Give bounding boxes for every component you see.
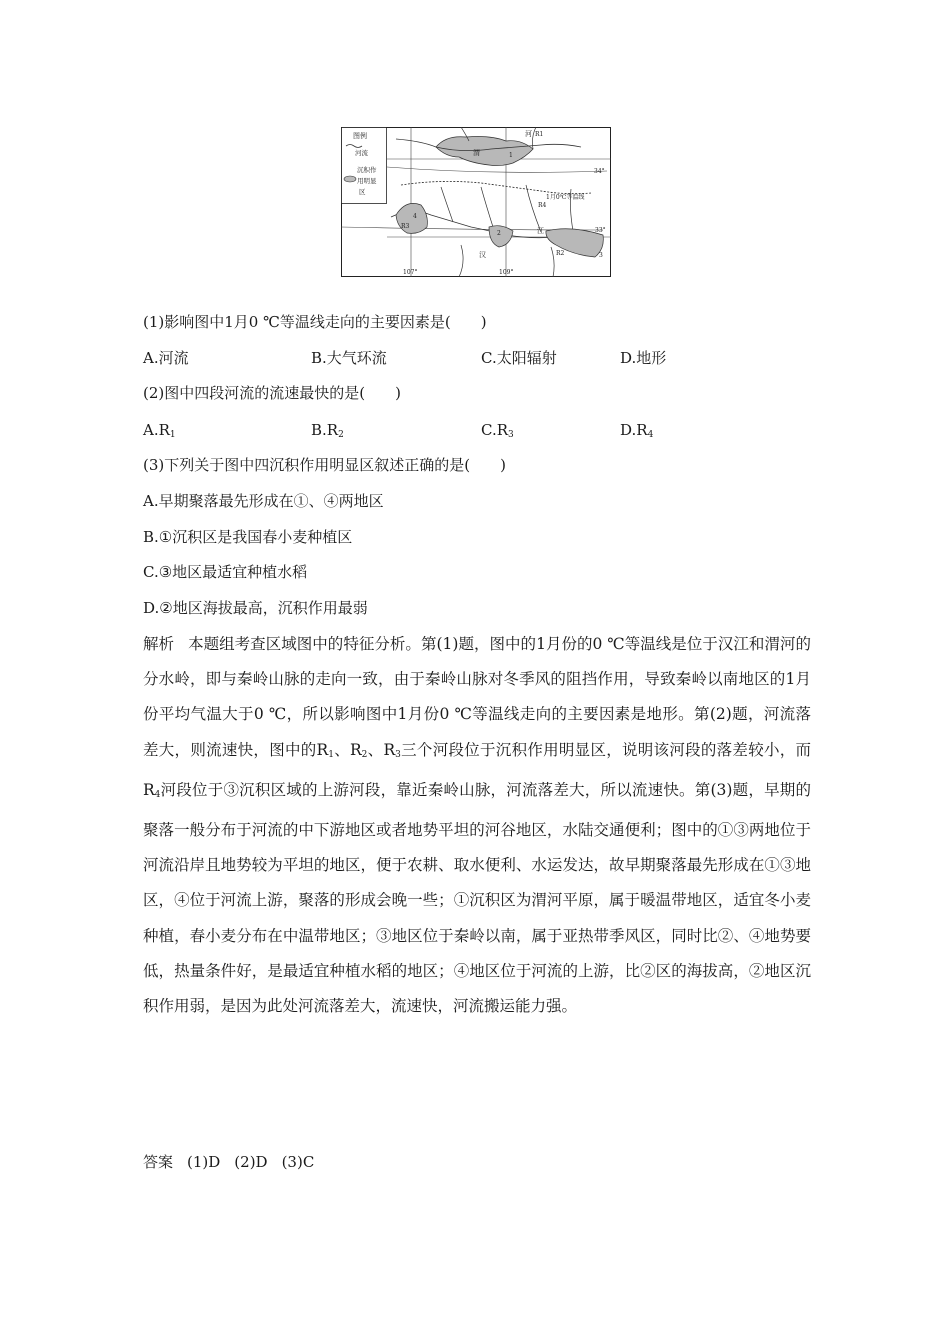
svg-text:1: 1 bbox=[509, 152, 513, 159]
q3-option-b: B.①沉积区是我国春小麦种植区 bbox=[143, 528, 353, 546]
svg-text:R1: R1 bbox=[535, 131, 544, 138]
svg-text:4: 4 bbox=[413, 213, 417, 220]
legend-river-label: 河流 bbox=[355, 149, 368, 157]
svg-text:34°: 34° bbox=[594, 168, 605, 175]
svg-text:2: 2 bbox=[497, 230, 501, 237]
svg-text:汉: 汉 bbox=[479, 251, 486, 259]
q2-option-c: $C.R_3$ bbox=[481, 421, 514, 440]
svg-text:渭: 渭 bbox=[473, 149, 480, 157]
region-map-figure bbox=[341, 127, 611, 277]
legend-deposit-label-2: 用明显 bbox=[357, 177, 377, 185]
legend-deposit-label-3: 区 bbox=[359, 188, 366, 196]
q2-option-d: $D.R_4$ bbox=[620, 421, 654, 440]
answer-3: (3)C bbox=[281, 1153, 315, 1171]
q2-option-a: $A.R_1$ bbox=[143, 421, 176, 440]
legend-deposit-symbol bbox=[344, 176, 356, 182]
svg-text:1月0℃等温线: 1月0℃等温线 bbox=[546, 194, 585, 201]
legend-deposit-label-1: 沉积作 bbox=[357, 166, 377, 174]
question-2-stem: (2)图中四段河流的流速最快的是( ) bbox=[143, 384, 401, 402]
q3-option-c: C.③地区最适宜种植水稻 bbox=[143, 563, 308, 581]
svg-text:江: 江 bbox=[537, 227, 544, 235]
q1-option-a: A.河流 bbox=[143, 349, 189, 367]
analysis-section bbox=[143, 627, 811, 1024]
svg-text:33°: 33° bbox=[595, 227, 606, 234]
answer-line bbox=[143, 1152, 314, 1172]
svg-text:R4: R4 bbox=[538, 202, 547, 209]
analysis-label: 解析 bbox=[143, 635, 175, 653]
svg-text:107°: 107° bbox=[403, 269, 418, 276]
question-1-stem: (1)影响图中1月0 ℃等温线走向的主要因素是( ) bbox=[143, 313, 487, 331]
q1-option-c: C.太阳辐射 bbox=[481, 349, 557, 367]
q3-option-a: A.早期聚落最先形成在①、④两地区 bbox=[143, 492, 384, 510]
analysis-paragraph: 解析 本题组考查区域图中的特征分析。第(1)题，图中的1月份的0 ℃等温线是位于汉江和渭河的分水岭，即与秦岭山脉的走向一致，由于秦岭山脉对冬季风的阻挡作用，导致秦岭以南地区的1月份平均气温大于0 ℃，所以影响图中1月份0 ℃等温线走向的主要因素是地形。第(2)题，河流落差大，则流速快，图中的$R_1$、$R_2$、$R_3$三个河段位于沉积作用明显区，说明该河段的落差较小，而$R_4$河段位于③沉积区域的上游河段，靠近秦岭山脉，河流落差大，所以流速快。第(3)题，早期的聚落一般分布于河流的中下游地区或者地势平坦的河谷地区，水陆交通便利；图中的①③两地位于河流沿岸且地势较为平坦的地区，便于农耕、取水便利、水运发达，故早期聚落最先形成在①③地区，④位于河流上游，聚落的形成会晚一些；①沉积区为渭河平原，属于暖温带地区，适宜冬小麦种植，春小麦分布在中温带地区；③地区位于秦岭以南，属于亚热带季风区，同时比②、④地势要低，热量条件好，是最适宜种植水稻的地区；④地区位于河流的上游，比②区的海拔高，②地区沉积作用弱，是因为此处河流落差大，流速快，河流搬运能力强。 bbox=[143, 635, 812, 1016]
q1-option-d: D.地形 bbox=[620, 349, 667, 367]
answer-2: (2)D bbox=[234, 1153, 268, 1171]
q3-option-d: D.②地区海拔最高，沉积作用最弱 bbox=[143, 599, 368, 617]
svg-text:R2: R2 bbox=[556, 250, 565, 257]
svg-text:109°: 109° bbox=[499, 269, 514, 276]
answer-label: 答案 bbox=[143, 1153, 174, 1171]
svg-text:R3: R3 bbox=[401, 223, 410, 230]
answer-1: (1)D bbox=[187, 1153, 221, 1171]
legend-title: 图例 bbox=[353, 132, 367, 140]
svg-text:3: 3 bbox=[599, 252, 603, 259]
question-3-stem: (3)下列关于图中四沉积作用明显区叙述正确的是( ) bbox=[143, 456, 506, 474]
svg-text:河: 河 bbox=[525, 130, 532, 138]
q1-option-b: B.大气环流 bbox=[311, 349, 387, 367]
q2-option-b: $B.R_2$ bbox=[311, 421, 344, 440]
